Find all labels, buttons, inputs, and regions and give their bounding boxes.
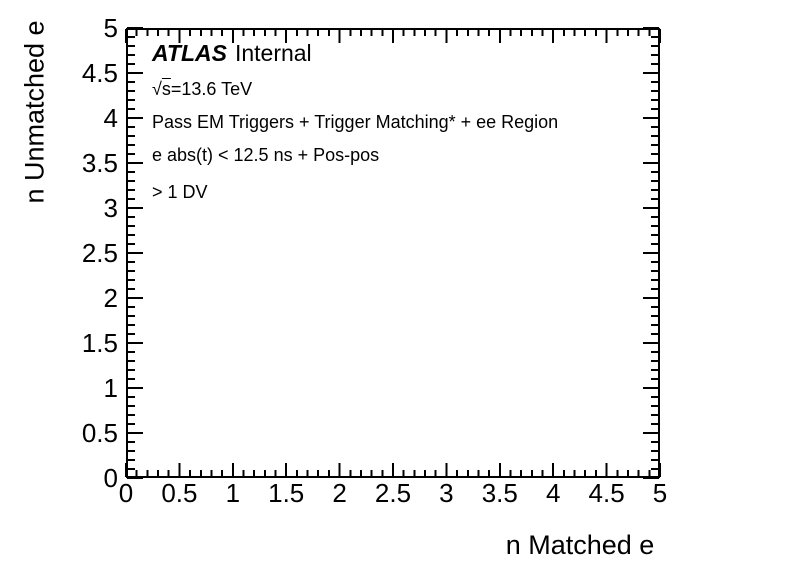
y-tick-label: 1	[103, 373, 118, 403]
x-tick-label: 5	[652, 478, 668, 508]
x-tick-label: 3.5	[481, 478, 518, 508]
x-tick-label: 0.5	[161, 478, 198, 508]
y-tick-label: 2	[103, 283, 118, 313]
y-tick-label: 3	[103, 193, 118, 223]
y-tick-label: 1.5	[81, 328, 118, 358]
atlas-internal-label	[152, 42, 312, 65]
x-tick-label: 4	[545, 478, 561, 508]
x-tick-label: 3	[439, 478, 454, 508]
x-tick-label: 2.5	[374, 478, 412, 508]
x-tick-label: 2	[332, 478, 347, 508]
cm-energy-label	[152, 80, 252, 98]
selection-cut-label-1: Pass EM Triggers + Trigger Matching* + ee Region	[152, 112, 559, 132]
sqrt-symbol: √	[152, 79, 162, 99]
x-tick-label: 1.5	[268, 478, 305, 508]
x-tick-label: 0	[118, 478, 134, 508]
y-tick-label: 5	[103, 13, 118, 43]
selection-cut-label-2: e abs(t) < 12.5 ns + Pos-pos	[152, 145, 380, 165]
sqrt-argument: s	[161, 79, 171, 99]
y-axis-title: n Unmatched e	[19, 20, 50, 204]
y-tick-label: 4	[103, 103, 118, 133]
atlas-wordmark: ATLAS	[152, 40, 227, 66]
x-tick-label: 1	[225, 478, 241, 508]
atlas-internal-suffix: Internal	[234, 40, 312, 66]
x-axis-title: n Matched e	[505, 530, 655, 560]
x-tick-label: 4.5	[588, 478, 625, 508]
y-tick-label: 0	[103, 463, 118, 493]
y-tick-label: 2.5	[81, 238, 118, 268]
y-tick-label: 3.5	[81, 148, 118, 178]
y-tick-label: 0.5	[81, 418, 118, 448]
selection-cut-label-3: > 1 DV	[152, 182, 208, 202]
energy-value: =13.6 TeV	[170, 79, 253, 99]
y-tick-label: 4.5	[81, 58, 118, 88]
